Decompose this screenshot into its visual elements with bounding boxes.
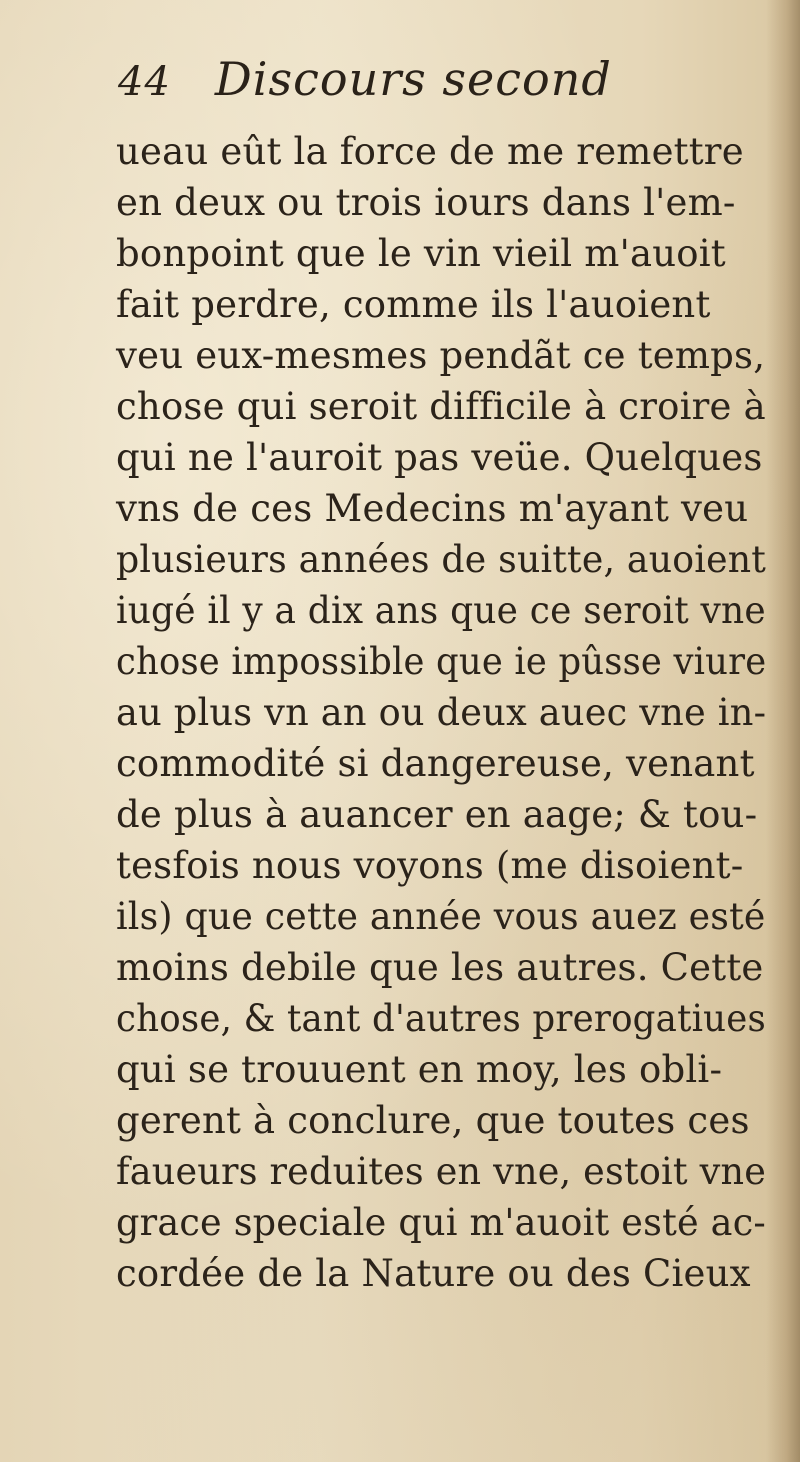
text-line: veu eux-mesmes pendãt ce temps, bbox=[116, 334, 766, 377]
text-line: commodité si dangereuse, venant bbox=[116, 742, 755, 785]
text-line: tesfois nous voyons (me disoient- bbox=[116, 844, 744, 887]
page-header bbox=[118, 52, 612, 120]
text-line: gerent à conclure, que toutes ces bbox=[116, 1099, 750, 1142]
text-line: faueurs reduites en vne, estoit vne bbox=[116, 1150, 767, 1193]
page-number: 44 bbox=[118, 59, 171, 105]
text-line: chose, & tant d'autres prerogatiues bbox=[116, 997, 766, 1040]
text-line: ueau eût la force de me remettre bbox=[116, 130, 744, 173]
text-line: plusieurs années de suitte, auoient bbox=[116, 538, 767, 581]
text-line: en deux ou trois iours dans l'em- bbox=[116, 181, 736, 224]
text-line: au plus vn an ou deux auec vne in- bbox=[116, 691, 767, 734]
text-line: grace speciale qui m'auoit esté ac- bbox=[116, 1201, 766, 1244]
body-text bbox=[116, 126, 766, 1299]
text-line: chose qui seroit difficile à croire à bbox=[116, 385, 766, 428]
text-line: cordée de la Nature ou des Cieux bbox=[116, 1252, 751, 1295]
running-head: Discours second bbox=[214, 52, 612, 106]
text-line: ils) que cette année vous auez esté bbox=[116, 895, 766, 938]
text-line: chose impossible que ie pûsse viure bbox=[116, 640, 767, 683]
text-line: moins debile que les autres. Cette bbox=[116, 946, 764, 989]
text-line: vns de ces Medecins m'ayant veu bbox=[116, 487, 749, 530]
text-line: iugé il y a dix ans que ce seroit vne bbox=[116, 589, 766, 632]
text-line: bonpoint que le vin vieil m'auoit bbox=[116, 232, 726, 275]
text-line: qui ne l'auroit pas veüe. Quelques bbox=[116, 436, 763, 479]
page-edge-shadow bbox=[766, 0, 800, 1462]
text-line: qui se trouuent en moy, les obli- bbox=[116, 1048, 723, 1091]
text-line: de plus à auancer en aage; & tou- bbox=[116, 793, 758, 836]
text-line: fait perdre, comme ils l'auoient bbox=[116, 283, 711, 326]
